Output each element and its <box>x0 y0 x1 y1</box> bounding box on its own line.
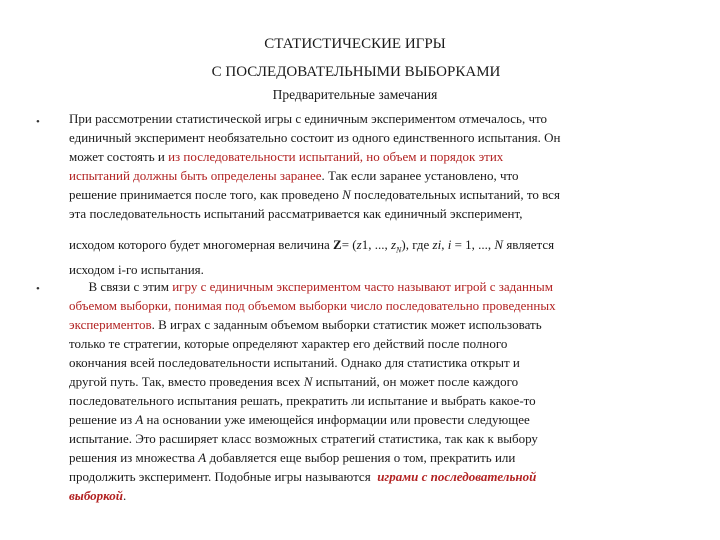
page-title-line2: С ПОСЛЕДОВАТЕЛЬНЫМИ ВЫБОРКАМИ <box>211 64 501 80</box>
bullet-1: • <box>36 116 40 128</box>
p2-line: последовательного испытания решать, прекратить ли испытание и выбрать какое-то <box>69 393 536 408</box>
p2-line: окончания всей последовательности испытаний. Однако для статистика открыт и <box>69 355 520 370</box>
p2-line: выборкой. <box>69 488 127 503</box>
p2-line: В связи с этим игру с единичным экспериментом часто называют игрой с заданным <box>69 279 553 294</box>
page-title: СТАТИСТИЧЕСКИЕ ИГРЫ <box>264 36 446 52</box>
p1-line: решение принимается после того, как проведено N последовательных испытаний, то вся <box>69 187 560 202</box>
p2-line: решения из множества A добавляется еще выбор решения о том, прекратить или <box>69 450 516 465</box>
p2-line: другой путь. Так, вместо проведения всех N испытаний, он может после каждого <box>69 374 519 389</box>
p1-line: При рассмотрении статистической игры с единичным экспериментом отмечалось, что <box>69 111 548 126</box>
p2-line: продолжить эксперимент. Подобные игры называются играми с последовательной <box>69 469 537 484</box>
p2-line: решение из A на основании уже имеющейся информации или провести следующее <box>69 412 530 427</box>
paragraph-2 <box>69 277 691 505</box>
p1-line: может состоять и из последовательности испытаний, но объем и порядок этих <box>69 149 504 164</box>
p2-line: только те стратегии, которые определяют характер его действий после полного <box>69 336 508 351</box>
p2-line: объемом выборки, понимая под объемом выборки число последовательно проведенных <box>69 298 556 313</box>
p1-line: единичный эксперимент необязательно состоит из одного единственного испытания. Он <box>69 130 561 145</box>
p2-line: испытание. Это расширяет класс возможных стратегий статистика, так как к выбору <box>69 431 538 446</box>
p1-line: исходом i-го испытания. <box>69 261 204 277</box>
bullet-2: • <box>36 283 40 295</box>
p2-line: экспериментов. В играх с заданным объемом выборки статистик может использовать <box>69 317 542 332</box>
subtitle: Предварительные замечания <box>272 87 438 102</box>
paragraph-1-continued <box>69 235 691 279</box>
p1-line: исходом которого будет многомерная величина Z= (z1, ..., $z_N$), где zi, i = 1, ..., N является <box>69 237 555 255</box>
paragraph-1 <box>69 109 691 223</box>
p1-line: испытаний должны быть определены заранее. Так если заранее установлено, что <box>69 168 519 183</box>
p1-line: эта последовательность испытаний рассматривается как единичный эксперимент, <box>69 206 523 221</box>
